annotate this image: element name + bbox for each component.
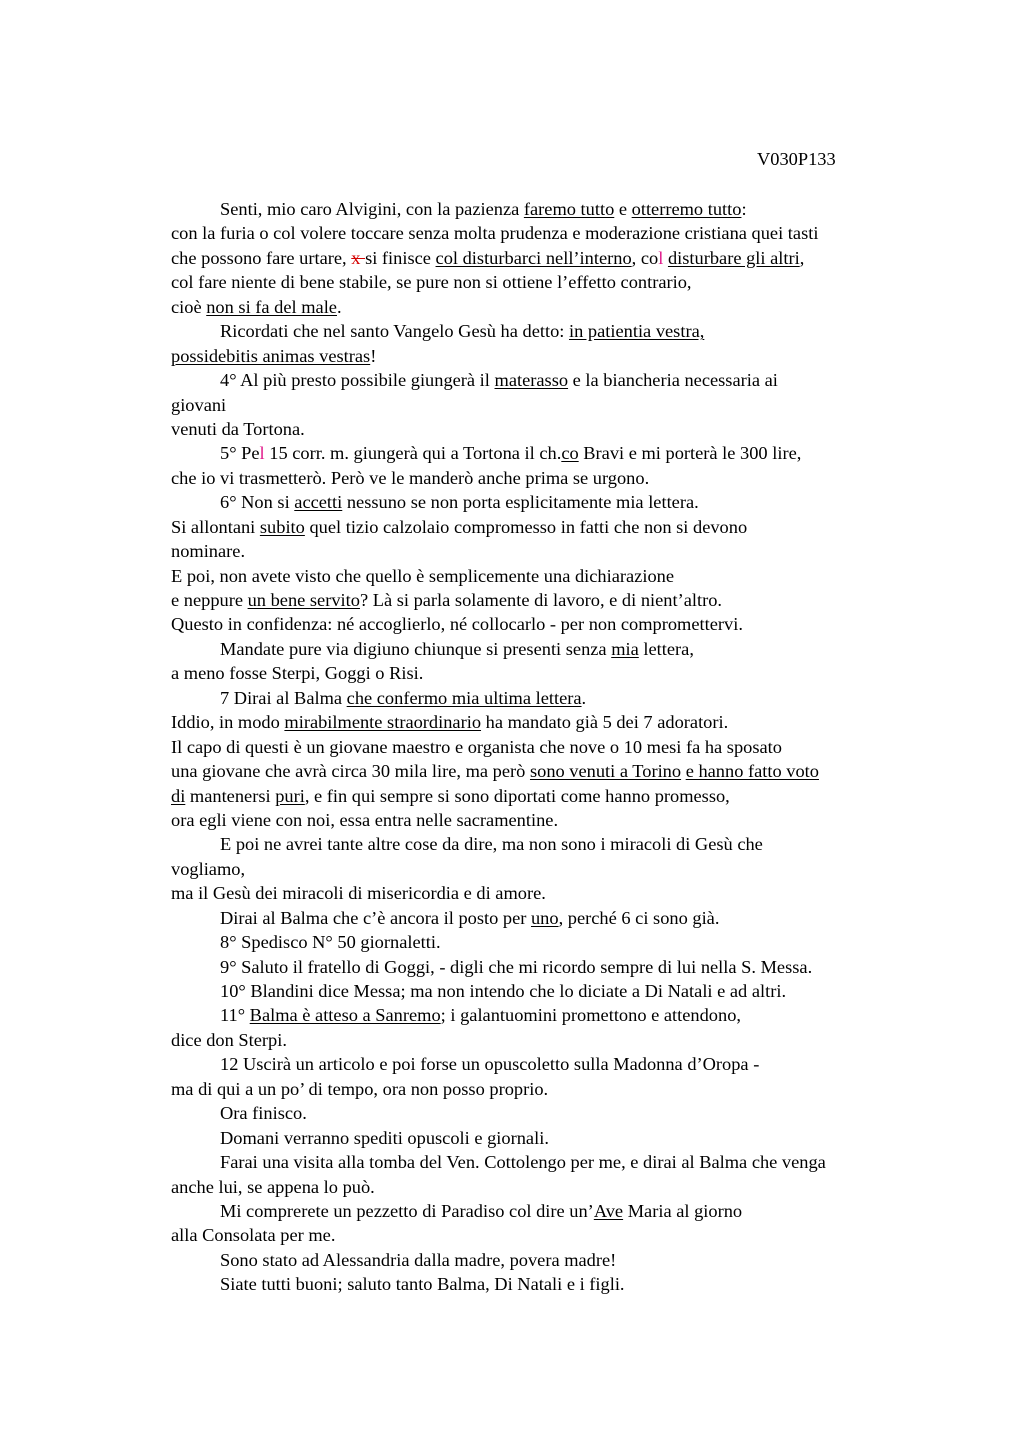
- text-segment: Farai una visita alla tomba del Ven. Cottolengo per me, e dirai al Balma che venga: [220, 1152, 826, 1173]
- text-segment: Sono stato ad Alessandria dalla madre, povera madre!: [220, 1249, 617, 1270]
- underlined-text: uno: [530, 907, 559, 928]
- text-line: [171, 686, 931, 710]
- text-segment: lettera,: [638, 638, 694, 659]
- text-line: [171, 1223, 931, 1247]
- struck-correction: x: [351, 247, 366, 268]
- underlined-text: sono venuti a Torino: [529, 761, 682, 782]
- underlined-text: mirabilmente straordinario: [284, 712, 482, 733]
- text-segment: 10° Blandini dice Messa; ma non intendo che lo diciate a Di Natali e ad altri.: [220, 981, 787, 1001]
- text-line: [171, 1003, 931, 1027]
- text-segment: Ricordati che nel santo Vangelo Gesù ha detto:: [220, 321, 569, 342]
- text-line: [171, 344, 931, 368]
- text-segment: 7 Dirai al Balma: [220, 687, 347, 708]
- text-segment: Dirai al Balma che c’è ancora il posto per: [220, 907, 531, 928]
- text-segment: quel tizio calzolaio compromesso in fatti che non si devono: [304, 516, 748, 537]
- text-segment: una giovane che avrà circa 30 mila lire, ma però: [171, 761, 530, 782]
- text-segment: 4° Al più presto possibile giungerà il: [220, 370, 495, 391]
- text-segment: venuti da Tortona.: [171, 418, 305, 439]
- text-segment: giovani: [171, 394, 227, 415]
- underlined-text: co: [561, 443, 579, 464]
- text-segment: , perché 6 ci sono già.: [558, 907, 720, 928]
- text-segment: e neppure: [171, 590, 248, 610]
- document-reference-code: V030P133: [757, 149, 836, 169]
- text-segment: ma di qui a un po’ di tempo, ora non posso proprio.: [171, 1078, 549, 1099]
- underlined-text: possidebitis animas vestras: [171, 345, 371, 366]
- text-line: [171, 1150, 931, 1174]
- text-line: [171, 857, 931, 881]
- text-segment: Il capo di questi è un giovane maestro e organista che nove o 10 mesi fa ha sposato: [171, 736, 782, 757]
- text-line: [171, 784, 931, 808]
- text-line: [171, 832, 931, 856]
- text-segment: ma il Gesù dei miracoli di misericordia e di amore.: [171, 883, 546, 904]
- underlined-text: mia: [611, 638, 639, 659]
- text-segment: 5° Pe: [220, 443, 260, 464]
- text-line: [171, 295, 931, 319]
- text-segment: Maria al giorno: [623, 1200, 743, 1221]
- text-segment: 12 Uscirà un articolo e poi forse un opuscoletto sulla Madonna d’Oropa -: [220, 1054, 760, 1075]
- text-line: [171, 906, 931, 930]
- text-line: [171, 1126, 931, 1150]
- text-segment: , co: [631, 247, 659, 268]
- text-segment: e: [614, 199, 632, 219]
- text-segment: 6° Non si: [220, 492, 295, 513]
- text-line: [171, 441, 931, 465]
- text-line: [171, 490, 931, 514]
- text-segment: Mi comprerete un pezzetto di Paradiso col dire un’: [220, 1200, 594, 1221]
- text-segment: Mandate pure via digiuno chiunque si presenti senza: [220, 638, 612, 659]
- text-line: [171, 270, 931, 294]
- text-segment: Si allontani: [171, 516, 260, 537]
- text-segment: che io vi trasmetterò. Però ve le manderò anche prima se urgono.: [171, 467, 650, 488]
- text-segment: si finisce: [365, 247, 436, 268]
- text-segment: cioè: [171, 296, 207, 317]
- text-line: [171, 393, 931, 417]
- text-line: [171, 661, 931, 685]
- text-line: [171, 955, 931, 979]
- underlined-text: un bene servito: [247, 590, 360, 610]
- text-segment: Siate tutti buoni; saluto tanto Balma, Di Natali e i figli.: [220, 1274, 625, 1295]
- text-line: [171, 930, 931, 954]
- underlined-text: disturbare gli altri: [667, 247, 800, 268]
- text-segment: Bravi e mi porterà le 300 lire,: [578, 443, 802, 464]
- text-segment: anche lui, se appena lo può.: [171, 1176, 375, 1197]
- underlined-text: subito: [259, 516, 305, 537]
- text-line: [171, 1028, 931, 1052]
- text-segment: Iddio, in modo: [171, 712, 285, 733]
- text-line: [171, 759, 931, 783]
- underlined-text: puri: [275, 785, 305, 806]
- text-segment: E poi ne avrei tante altre cose da dire, ma non sono i miracoli di Gesù che: [220, 834, 763, 855]
- text-segment: che possono fare urtare,: [171, 247, 352, 268]
- text-line: [171, 735, 931, 759]
- text-segment: ; i galantuomini promettono e attendono,: [440, 1005, 741, 1026]
- underlined-text: che confermo mia ultima lettera: [346, 687, 582, 708]
- text-line: [171, 319, 931, 343]
- underlined-text: accetti: [294, 492, 343, 513]
- text-line: [171, 637, 931, 661]
- text-line: [171, 1175, 931, 1199]
- text-segment: mantenersi: [185, 785, 276, 806]
- text-line: [171, 515, 931, 539]
- text-line: [171, 710, 931, 734]
- underlined-text: e hanno fatto voto: [685, 761, 819, 782]
- text-segment: vogliamo,: [171, 858, 246, 879]
- text-segment: 8° Spedisco N° 50 giornaletti.: [220, 932, 441, 953]
- highlighted-correction: l: [259, 443, 265, 464]
- text-line: [171, 1101, 931, 1125]
- text-line: [171, 588, 931, 612]
- text-line: [171, 881, 931, 905]
- underlined-text: Balma è atteso a Sanremo: [249, 1005, 441, 1026]
- text-line: [171, 1077, 931, 1101]
- text-segment: nominare.: [171, 541, 246, 562]
- text-line: [171, 368, 931, 392]
- text-line: [171, 197, 931, 221]
- underlined-text: col disturbarci nell’interno: [435, 247, 632, 268]
- text-segment: Senti, mio caro Alvigini, con la pazienza: [220, 199, 524, 219]
- text-segment: .: [336, 296, 342, 317]
- text-line: [171, 1248, 931, 1272]
- highlighted-correction: l: [658, 247, 664, 268]
- text-segment: ,: [799, 247, 805, 268]
- text-segment: 11°: [220, 1005, 250, 1026]
- text-segment: Domani verranno spediti opuscoli e giornali.: [220, 1127, 549, 1148]
- underlined-text: non si fa del male: [206, 296, 337, 317]
- text-line: [171, 808, 931, 832]
- text-line: [171, 612, 931, 636]
- underlined-text: otterremo tutto: [631, 199, 742, 219]
- text-segment: .: [581, 687, 587, 708]
- text-segment: Ora finisco.: [220, 1103, 307, 1124]
- text-segment: !: [370, 345, 377, 366]
- text-segment: ? Là si parla solamente di lavoro, e di nient’altro.: [359, 590, 723, 610]
- text-segment: nessuno se non porta esplicitamente mia lettera.: [342, 492, 699, 513]
- text-line: [171, 466, 931, 490]
- underlined-text: Ave: [593, 1200, 624, 1221]
- text-segment: dice don Sterpi.: [171, 1029, 287, 1050]
- text-segment: con la furia o col volere toccare senza molta prudenza e moderazione cristiana quei tasti: [171, 223, 819, 244]
- text-line: [171, 539, 931, 563]
- text-segment: 9° Saluto il fratello di Goggi, - digli che mi ricordo sempre di lui nella S. Messa.: [220, 956, 813, 977]
- text-line: [171, 1272, 931, 1296]
- text-segment: e la biancheria necessaria ai: [568, 370, 778, 391]
- text-segment: E poi, non avete visto che quello è semplicemente una dichiarazione: [171, 565, 675, 586]
- text-segment: a meno fosse Sterpi, Goggi o Risi.: [171, 663, 424, 684]
- text-line: [171, 564, 931, 588]
- text-line: [171, 1199, 931, 1223]
- text-segment: Questo in confidenza: né accoglierlo, né collocarlo - per non compromettervi.: [171, 614, 743, 635]
- text-line: [171, 221, 931, 245]
- text-segment: ora egli viene con noi, essa entra nelle sacramentine.: [171, 809, 559, 830]
- underlined-text: materasso: [494, 370, 569, 391]
- text-segment: ha mandato già 5 dei 7 adoratori.: [481, 712, 729, 733]
- text-line: [171, 246, 931, 270]
- text-segment: 15 corr. m. giungerà qui a Tortona il ch.: [264, 443, 562, 464]
- letter-body: [171, 197, 931, 1297]
- text-segment: :: [741, 199, 747, 219]
- text-segment: col fare niente di bene stabile, se pure non si ottiene l’effetto contrario,: [171, 272, 692, 293]
- text-segment: , e fin qui sempre si sono diportati come hanno promesso,: [304, 785, 730, 806]
- text-segment: alla Consolata per me.: [171, 1225, 336, 1246]
- text-line: [171, 1052, 931, 1076]
- text-line: [171, 417, 931, 441]
- underlined-text: in patientia vestra,: [569, 321, 705, 342]
- text-line: [171, 979, 931, 1003]
- underlined-text: faremo tutto: [523, 199, 615, 219]
- underlined-text: di: [171, 785, 186, 806]
